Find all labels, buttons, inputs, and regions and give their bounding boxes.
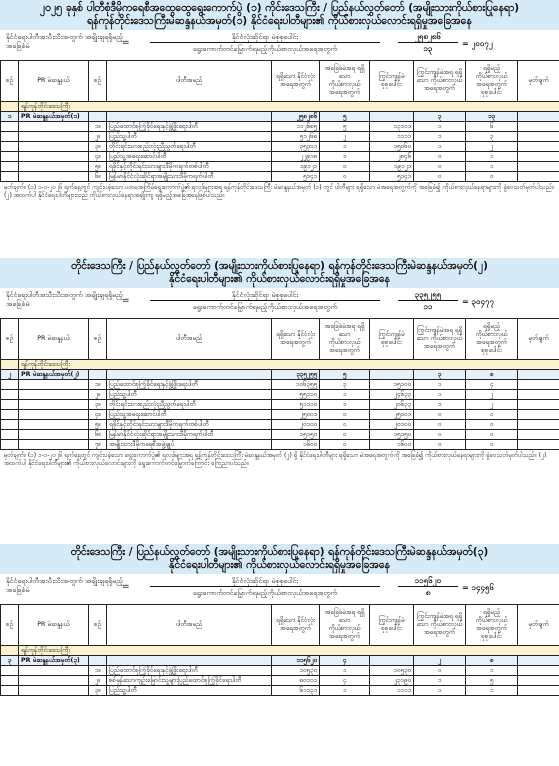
- formula-label: နိုင်ငံရေးပါတီအသီးသီးအတွက် အချိုးချရရှိမည့်အခြေခံမဲ: [6, 577, 123, 594]
- table-cell: [89, 112, 107, 122]
- table-cell: ၂: [466, 400, 518, 410]
- table-cell: ၅၁၁၁၀: [272, 400, 320, 410]
- col-header: ကြွင်းကျန်မဲအရ ရရှိသော ကိုယ်စားလှယ် အရေအတွက်: [414, 605, 466, 646]
- table-cell: [518, 152, 559, 162]
- col-header: စဉ်: [1, 605, 19, 646]
- notes: မှတ်ချက်။ (၁) ၁-၁-၂၀၂၆ ရက်နေ့တွင် ကျင်းပခဲ့သော ရွေးကောက်ပွဲ၏ ရလဒ်များအရ ရန်ကုန်တိုင်းဒေသကြီး မဲဆန္ဒနယ်အမှတ် (၂) ရှိ နိုင်ငံရေးပါတီများ ရရှိသော မဲအရေအတွက်ကို အခြေခံ၍ ကိုယ်စားလှယ်နေရာများကို ခွဲဝေသတ်မှတ်ပါသည်။ (၂) အထက်ပါ နိုင်ငံရေးပါတီများ၏ ကိုယ်စားလှယ်လောင်းများကို ရွေးကောက်တင်မြှောက်ကြောင်း ကြေညာပါသည်။: [4, 452, 547, 467]
- constituency-total-row: [1, 656, 559, 666]
- table-cell: ၃၃၅၂၅၅: [272, 370, 320, 380]
- table-cell: [518, 400, 559, 410]
- table-cell: ၂။: [89, 132, 107, 142]
- quota-result: = ၂၀၀၇၂: [462, 39, 493, 48]
- table-cell: [19, 132, 89, 142]
- table-cell: ၀: [466, 172, 518, 182]
- table-cell: ပြည်သူ့ပါတီ: [107, 390, 272, 400]
- table-cell: ၅။: [89, 162, 107, 172]
- table-cell: ၀: [466, 410, 518, 420]
- table-row: [1, 410, 559, 420]
- table-cell: ၂၂၉၁၈: [272, 152, 320, 162]
- table-cell: ၃: [466, 132, 518, 142]
- table-cell: ၂၈၄၆: [370, 152, 414, 162]
- table-cell: ၁: [320, 142, 370, 152]
- table-cell: ၂၃၁၉၀: [370, 676, 414, 686]
- table-cell: [19, 162, 89, 172]
- col-header: ကြွင်းကျန်မဲ စုစုပေါင်း: [370, 319, 414, 360]
- table-cell: [1, 172, 19, 182]
- table-cell: ပြည်သူ့ပါတီ: [107, 132, 272, 142]
- section-constituency-3: [0, 544, 559, 696]
- table-cell: ၄။: [89, 152, 107, 162]
- table-cell: [1, 162, 19, 172]
- table-cell: [518, 112, 559, 122]
- table-cell: [518, 380, 559, 390]
- table-cell: [19, 172, 89, 182]
- table-cell: ၁: [320, 686, 370, 696]
- table-cell: ၆: [466, 122, 518, 132]
- table-cell: ၀: [466, 440, 518, 450]
- table-cell: [518, 686, 559, 696]
- table-cell: [1, 410, 19, 420]
- table-cell: ၂၀၆၃၃: [370, 400, 414, 410]
- table-cell: ၄: [466, 380, 518, 390]
- table-cell: ၁၀၅၃၀: [370, 666, 414, 676]
- table-cell: ၁: [466, 686, 518, 696]
- table-cell: ၀: [414, 162, 466, 172]
- constituency-total-row: [1, 112, 559, 122]
- table-cell: ၀: [320, 440, 370, 450]
- table-cell: [518, 142, 559, 152]
- table-row: [1, 430, 559, 440]
- table-cell: ၃: [414, 370, 466, 380]
- table-cell: ၈: [466, 656, 518, 666]
- table-cell: ၃: [414, 112, 466, 122]
- table-cell: အမျိုးသားဒီမိုကရေစီအဖွဲ့ချုပ်: [107, 440, 272, 450]
- table-cell: မြန်မာနိုင်ငံလုံးဆိုင်ရာအမျိုးသားဒီမိုကရက်ပါတီ: [107, 430, 272, 440]
- table-cell: ၃။: [89, 400, 107, 410]
- table-cell: ၁၅၁၅၀: [370, 430, 414, 440]
- quota-result: = ၃၀၄၇၇: [462, 297, 494, 306]
- quota-result: = ၁၄၄၅၆: [462, 583, 494, 592]
- results-table: [0, 60, 559, 182]
- table-cell: ၄: [320, 676, 370, 686]
- title-line-2: နိုင်ငံရေးပါတီများ၏ ကိုယ်စားလှယ်လောင်းရရှိမှုအခြေအနေ: [169, 273, 390, 285]
- table-cell: ၀: [414, 440, 466, 450]
- category-label: ရန်ကုန်တိုင်းဒေသကြီး: [19, 360, 559, 370]
- formula-numerator: နိုင်ငံလုံးဆိုင်ရာ မဲစုစုပေါင်း: [150, 576, 380, 587]
- table-cell: ၅၁၂၆၈: [272, 132, 320, 142]
- table-cell: [19, 686, 89, 696]
- table-cell: [1, 676, 19, 686]
- table-cell: ၂: [1, 370, 19, 380]
- table-cell: [19, 676, 89, 686]
- table-cell: ၅: [320, 122, 370, 132]
- formula-label: နိုင်ငံရေးပါတီအသီးသီးအတွက် အချိုးချရရှိမည့်အခြေခံမဲ: [6, 291, 123, 308]
- total-votes: ၁၁၅၆၂၀: [398, 576, 458, 587]
- table-cell: ၈: [466, 370, 518, 380]
- table-cell: ၆။: [89, 430, 107, 440]
- col-header: မှတ်ချက်: [518, 605, 559, 646]
- table-row: [1, 142, 559, 152]
- table-cell: ၁၃၁၁၁: [370, 122, 414, 132]
- table-cell: ၀: [414, 152, 466, 162]
- table-cell: [518, 162, 559, 172]
- category-row: [1, 646, 559, 656]
- results-table: [0, 318, 559, 450]
- table-cell: [1, 420, 19, 430]
- col-header: PR မဲဆန္ဒနယ်: [19, 61, 89, 102]
- total-seats: ၁၃: [423, 44, 433, 53]
- table-cell: [19, 410, 89, 420]
- col-header: ပါတီအမည်: [107, 605, 272, 646]
- table-cell: [1, 686, 19, 696]
- col-header: ရရှိမည့် ကိုယ်စားလှယ် အရေအတွက် စုစုပေါင်း: [466, 605, 518, 646]
- table-cell: ၄: [320, 656, 370, 666]
- table-cell: ၂၅၀၀၁: [370, 410, 414, 420]
- table-cell: ပြည်သူ့အရေးဆောင်ပါတီ: [107, 410, 272, 420]
- col-header: PR မဲဆန္ဒနယ်: [19, 319, 89, 360]
- table-cell: ၁၁၁၁: [370, 132, 414, 142]
- table-cell: ပြည်ထောင်စုကြံ့ခိုင်ရေးနှင့်ဖွံ့ဖြိုးရေးပါတီ: [107, 380, 272, 390]
- table-cell: [1, 102, 19, 112]
- table-cell: ၃။: [89, 686, 107, 696]
- table-cell: ၁: [414, 686, 466, 696]
- table-cell: ၅: [466, 676, 518, 686]
- table-cell: ၁၅၀၆၀: [370, 142, 414, 152]
- table-cell: [1, 440, 19, 450]
- table-cell: ၅၁၄၁: [370, 172, 414, 182]
- table-cell: ၁၉၁၂၁: [370, 162, 414, 172]
- table-cell: [1, 430, 19, 440]
- table-cell: [1, 400, 19, 410]
- table-cell: ၁: [466, 162, 518, 172]
- total-votes: ၃၃၅၂၅၅: [398, 290, 458, 301]
- col-header: ရရှိသော နိုင်ငံလုံး အရေအတွက်: [272, 605, 320, 646]
- formula-denominator: ရွေးကောက်တင်မြှောက်ရမည့်ကိုယ်စားလှယ်အရေအတွက်: [192, 589, 338, 597]
- table-cell: ၅၅၁၁၀: [272, 390, 320, 400]
- table-cell: ၁: [414, 380, 466, 390]
- col-header: အခြေခံမဲအရ ရရှိသော ကိုယ်စားလှယ် အရေအတွက်: [320, 319, 370, 360]
- title-line-2: ရန်ကုန်တိုင်းဒေသကြီးမဲဆန္ဒနယ်အမှတ်(၁) နိုင်ငံရေးပါတီများ၏ ကိုယ်စားလှယ်လောင်းရရှိမှုအခြေအနေ: [87, 15, 472, 27]
- table-cell: ၀: [320, 162, 370, 172]
- table-cell: ၃။: [89, 142, 107, 152]
- table-cell: [370, 370, 414, 380]
- col-header: မှတ်ချက်: [518, 319, 559, 360]
- table-cell: [518, 410, 559, 420]
- table-cell: [1, 390, 19, 400]
- table-cell: [89, 370, 107, 380]
- table-cell: ၄။: [89, 410, 107, 420]
- table-row: [1, 420, 559, 430]
- table-row: [1, 400, 559, 410]
- col-header: ကြွင်းကျန်မဲ စုစုပေါင်း: [370, 61, 414, 102]
- col-header: ရရှိမည့် ကိုယ်စားလှယ် အရေအတွက် စုစုပေါင်း: [466, 319, 518, 360]
- formula-denominator: ရွေးကောက်တင်မြှောက်ရမည့်ကိုယ်စားလှယ်အရေအတွက်: [192, 303, 338, 311]
- table-cell: ရခိုင်နှင့်တိုင်းရင်းသားများဒီမိုကရက်တစ်ပါတီ: [107, 162, 272, 172]
- table-cell: [518, 420, 559, 430]
- table-cell: ၂: [466, 142, 518, 152]
- table-row: [1, 162, 559, 172]
- table-cell: ၁: [414, 122, 466, 132]
- table-cell: [19, 380, 89, 390]
- table-cell: ၀: [466, 420, 518, 430]
- table-cell: ၂၅၈၂၈၆: [272, 112, 320, 122]
- col-header: ရရှိမည့် ကိုယ်စားလှယ် အရေအတွက် စုစုပေါင်း: [466, 61, 518, 102]
- table-row: [1, 122, 559, 132]
- col-header: အခြေခံမဲအရ ရရှိသော ကိုယ်စားလှယ် အရေအတွက်: [320, 61, 370, 102]
- table-cell: PR မဲဆန္ဒနယ်အမှတ်(၃): [19, 656, 89, 666]
- table-row: [1, 440, 559, 450]
- table-cell: ၅: [320, 112, 370, 122]
- table-cell: ပြည်ထောင်စုကြံ့ခိုင်ရေးနှင့်ဖွံ့ဖြိုးရေးပါတီ: [107, 122, 272, 132]
- table-cell: ၀: [320, 172, 370, 182]
- table-cell: [19, 122, 89, 132]
- table-cell: [518, 122, 559, 132]
- category-label: ရန်ကုန်တိုင်းဒေသကြီး: [19, 646, 559, 656]
- col-header: စဉ်: [89, 61, 107, 102]
- table-cell: [1, 646, 19, 656]
- table-cell: ၆၁၁၃၁: [272, 686, 320, 696]
- table-cell: ၁: [414, 132, 466, 142]
- table-row: [1, 666, 559, 676]
- table-cell: ပြည်သူ့ပါတီ: [107, 686, 272, 696]
- table-cell: မြန်မာနိုင်ငံလုံးဆိုင်ရာအမျိုးသားဒီမိုကရက်ပါတီ: [107, 172, 272, 182]
- table-cell: ၆။: [89, 172, 107, 182]
- formula-equals: =: [122, 582, 130, 592]
- table-cell: [518, 676, 559, 686]
- col-header: အခြေခံမဲအရ ရရှိသော ကိုယ်စားလှယ် အရေအတွက်: [320, 605, 370, 646]
- table-cell: [1, 666, 19, 676]
- table-cell: ၁: [414, 400, 466, 410]
- table-cell: [19, 420, 89, 430]
- quota-formula: [0, 574, 559, 604]
- table-cell: ၁: [320, 400, 370, 410]
- table-cell: [107, 370, 272, 380]
- table-cell: [19, 440, 89, 450]
- table-cell: [518, 370, 559, 380]
- table-cell: ၅။: [89, 420, 107, 430]
- table-cell: ၂။: [89, 390, 107, 400]
- table-cell: ၁: [466, 666, 518, 676]
- col-header: စဉ်: [89, 605, 107, 646]
- table-cell: [107, 112, 272, 122]
- title-line-2: နိုင်ငံရေးပါတီများ၏ ကိုယ်စားလှယ်လောင်းရရှိမှုအခြေအနေ: [169, 559, 390, 571]
- table-cell: ၁၁၂၆၈၅: [272, 122, 320, 132]
- table-cell: ၁။: [89, 666, 107, 676]
- col-header: ကြွင်းကျန်မဲအရ ရရှိသော ကိုယ်စားလှယ် အရေအတွက်: [414, 61, 466, 102]
- table-cell: [1, 152, 19, 162]
- table-cell: [19, 666, 89, 676]
- table-cell: ၅: [320, 370, 370, 380]
- table-header-row: [1, 61, 559, 102]
- table-cell: [19, 142, 89, 152]
- table-cell: [1, 380, 19, 390]
- formula-equals: =: [122, 296, 130, 306]
- table-cell: [518, 440, 559, 450]
- formula-numerator: နိုင်ငံလုံးဆိုင်ရာ မဲစုစုပေါင်း: [150, 290, 380, 301]
- table-cell: ၁၆၀၀: [272, 440, 320, 450]
- table-cell: [19, 390, 89, 400]
- table-cell: [19, 152, 89, 162]
- table-cell: [19, 400, 89, 410]
- col-header: ကြွင်းကျန်မဲ စုစုပေါင်း: [370, 605, 414, 646]
- formula-denominator: ရွေးကောက်တင်မြှောက်ရမည့်ကိုယ်စားလှယ်အရေအတွက်: [192, 45, 338, 53]
- formula-equals: =: [122, 38, 130, 48]
- table-cell: ၂: [320, 132, 370, 142]
- table-cell: ၁: [320, 390, 370, 400]
- col-header: ကြွင်းကျန်မဲအရ ရရှိသော ကိုယ်စားလှယ် အရေအတွက်: [414, 319, 466, 360]
- category-row: [1, 102, 559, 112]
- col-header: စဉ်: [1, 319, 19, 360]
- col-header: စဉ်: [89, 319, 107, 360]
- col-header: ပါတီအမည်: [107, 61, 272, 102]
- table-cell: ၀: [320, 410, 370, 420]
- table-cell: ၁: [320, 152, 370, 162]
- table-cell: [370, 112, 414, 122]
- table-cell: ၂။: [89, 676, 107, 686]
- table-cell: ၀: [414, 666, 466, 676]
- table-cell: ၃: [320, 380, 370, 390]
- table-cell: ၀: [414, 420, 466, 430]
- total-seats: ၈: [425, 588, 431, 597]
- table-cell: [370, 656, 414, 666]
- section-title: [0, 0, 559, 30]
- table-cell: ၁၅၁၅၀: [272, 430, 320, 440]
- table-cell: [518, 172, 559, 182]
- table-cell: [1, 132, 19, 142]
- table-cell: ၁၉၁၂၁: [272, 162, 320, 172]
- table-cell: ၁၆၀၀: [370, 440, 414, 450]
- section-constituency-1: [0, 0, 559, 202]
- section-constituency-2: [0, 258, 559, 470]
- table-cell: ၁။: [89, 122, 107, 132]
- table-cell: ၂: [414, 656, 466, 666]
- quota-formula: [0, 288, 559, 318]
- table-row: [1, 132, 559, 142]
- table-cell: [518, 666, 559, 676]
- col-header: စဉ်: [1, 61, 19, 102]
- table-row: [1, 676, 559, 686]
- table-cell: ၀: [414, 410, 466, 420]
- table-cell: ၁: [414, 676, 466, 686]
- table-cell: ၀: [414, 172, 466, 182]
- table-cell: [89, 656, 107, 666]
- table-cell: ၀: [414, 430, 466, 440]
- table-cell: ၈၀၁၁၁: [272, 676, 320, 686]
- table-cell: ၁: [466, 152, 518, 162]
- table-cell: ၅၁၄၁: [272, 172, 320, 182]
- table-row: [1, 380, 559, 390]
- table-cell: ၂၀၁၀၀: [272, 420, 320, 430]
- table-cell: ၁: [414, 142, 466, 152]
- total-votes: ၂၅၈၂၈၆: [398, 32, 458, 43]
- table-cell: ၁။: [89, 380, 107, 390]
- table-cell: ၁: [414, 390, 466, 400]
- col-header: ရရှိသော နိုင်ငံလုံး အရေအတွက်: [272, 61, 320, 102]
- table-cell: ပြည်ထောင်စုကြံ့ခိုင်ရေးနှင့်ဖွံ့ဖြိုးရေးပါတီ: [107, 666, 272, 676]
- title-line-1: ၂၀၂၅ ခုနှစ် ပါတီစုံဒီမိုကရေစီအထွေထွေရွေးကောက်ပွဲ (၁) ကိုင်းဒေသကြီး / ပြည်နယ်လွှတ်တော် (အမျိုးသားကိုယ်စားပြုနေရာ): [39, 2, 520, 14]
- table-cell: ၂၅၀၀၁: [272, 410, 320, 420]
- constituency-total-row: [1, 370, 559, 380]
- table-cell: ၁၁၁၁: [370, 686, 414, 696]
- table-cell: ၃၅၃၁၁: [272, 142, 320, 152]
- col-header: ရရှိသော နိုင်ငံလုံး အရေအတွက်: [272, 319, 320, 360]
- table-cell: [518, 132, 559, 142]
- table-cell: ၀: [320, 420, 370, 430]
- table-cell: [19, 430, 89, 440]
- table-cell: တိုင်းရင်းသားစည်းလုံးညီညွတ်ရေးပါတီ: [107, 142, 272, 152]
- notes: မှတ်ချက်။ (၁) ၁-၁-၂၀၂၆ ရက်နေ့တွင် ကျင်းပခဲ့သော ပထမအကြိမ်ရွေးကောက်ပွဲ၏ ရလဒ်များအရ ရန်ကုန်တိုင်းဒေသကြီး မဲဆန္ဒနယ်အမှတ် (၁) တွင် ပါတီများ ရရှိသော မဲအရေအတွက်ကို အခြေခံ၍ ကိုယ်စားလှယ်နေရာများကို ခွဲဝေသတ်မှတ်ပါသည်။ (၂) အထက်ပါ နိုင်ငံရေးပါတီများသည် ကိုယ်စားလှယ်နေရာအချိုးကျ ရရှိမည့်အခြေအနေဖြစ်ပါသည်။: [4, 184, 554, 199]
- section-title: [0, 258, 559, 288]
- section-title: [0, 544, 559, 574]
- table-cell: ၂၄၆၃၃: [370, 390, 414, 400]
- table-cell: [518, 390, 559, 400]
- col-header: မှတ်ချက်: [518, 61, 559, 102]
- table-cell: [518, 656, 559, 666]
- title-line-1: တိုင်းဒေသကြီး / ပြည်နယ်လွှတ်တော် (အမျိုးသားကိုယ်စားပြုနေရာ) ရန်ကုန်တိုင်းဒေသကြီးမဲဆန္ဒနယ်အမှတ်(၃): [70, 546, 489, 558]
- table-cell: [518, 430, 559, 440]
- table-cell: ပြည်သူ့အရေးဆောင်ပါတီ: [107, 152, 272, 162]
- table-cell: [1, 142, 19, 152]
- formula-label: နိုင်ငံရေးပါတီအသီးသီးအတွက် အချိုးချရရှိမည့်အခြေခံမဲ: [6, 33, 123, 50]
- table-cell: [107, 656, 272, 666]
- table-cell: ၂၀၁၀၀: [370, 420, 414, 430]
- table-row: [1, 152, 559, 162]
- table-cell: ၁၃: [466, 112, 518, 122]
- col-header: ပါတီအမည်: [107, 319, 272, 360]
- category-row: [1, 360, 559, 370]
- table-header-row: [1, 605, 559, 646]
- table-cell: ၁၅၁၀၀: [370, 380, 414, 390]
- col-header: PR မဲဆန္ဒနယ်: [19, 605, 89, 646]
- table-cell: ၀: [466, 430, 518, 440]
- table-row: [1, 686, 559, 696]
- category-label: ရန်ကုန်တိုင်းဒေသကြီး: [19, 102, 559, 112]
- table-cell: PR မဲဆန္ဒနယ်အမှတ်(၁): [19, 112, 89, 122]
- table-cell: [1, 360, 19, 370]
- table-cell: ၁: [1, 112, 19, 122]
- table-cell: PR မဲဆန္ဒနယ်အမှတ်(၂): [19, 370, 89, 380]
- table-cell: ရခိုင်နှင့်တိုင်းရင်းသားများဒီမိုကရက်တစ်ပါတီ: [107, 420, 272, 430]
- formula-numerator: နိုင်ငံလုံးဆိုင်ရာ မဲစုစုပေါင်း: [150, 32, 380, 43]
- table-cell: ၁၁၅၆၂၀: [272, 656, 320, 666]
- table-cell: ၁: [320, 666, 370, 676]
- table-cell: ၂: [466, 390, 518, 400]
- table-cell: တိုင်းရင်းသားစည်းလုံးညီညွတ်ရေးပါတီ: [107, 400, 272, 410]
- table-cell: [1, 122, 19, 132]
- quota-formula: [0, 30, 559, 60]
- table-cell: ၁၀၆၃၅၅: [272, 380, 320, 390]
- results-table: [0, 604, 559, 696]
- table-cell: စစ်မှန်သောကျဉ်းမြောင်းသူများပြည်ထောင်စုကြံ့ခိုင်ရေးပါတီ: [107, 676, 272, 686]
- table-cell: ၀: [320, 430, 370, 440]
- table-header-row: [1, 319, 559, 360]
- table-cell: ၃: [1, 656, 19, 666]
- table-cell: ၇။: [89, 440, 107, 450]
- table-row: [1, 390, 559, 400]
- table-row: [1, 172, 559, 182]
- title-line-1: တိုင်းဒေသကြီး / ပြည်နယ်လွှတ်တော် (အမျိုးသားကိုယ်စားပြုနေရာ) ရန်ကုန်တိုင်းဒေသကြီးမဲဆန္ဒနယ်အမှတ်(၂): [71, 260, 488, 272]
- total-seats: ၁၁: [423, 302, 433, 311]
- table-cell: ၁၀၅၃၀: [272, 666, 320, 676]
